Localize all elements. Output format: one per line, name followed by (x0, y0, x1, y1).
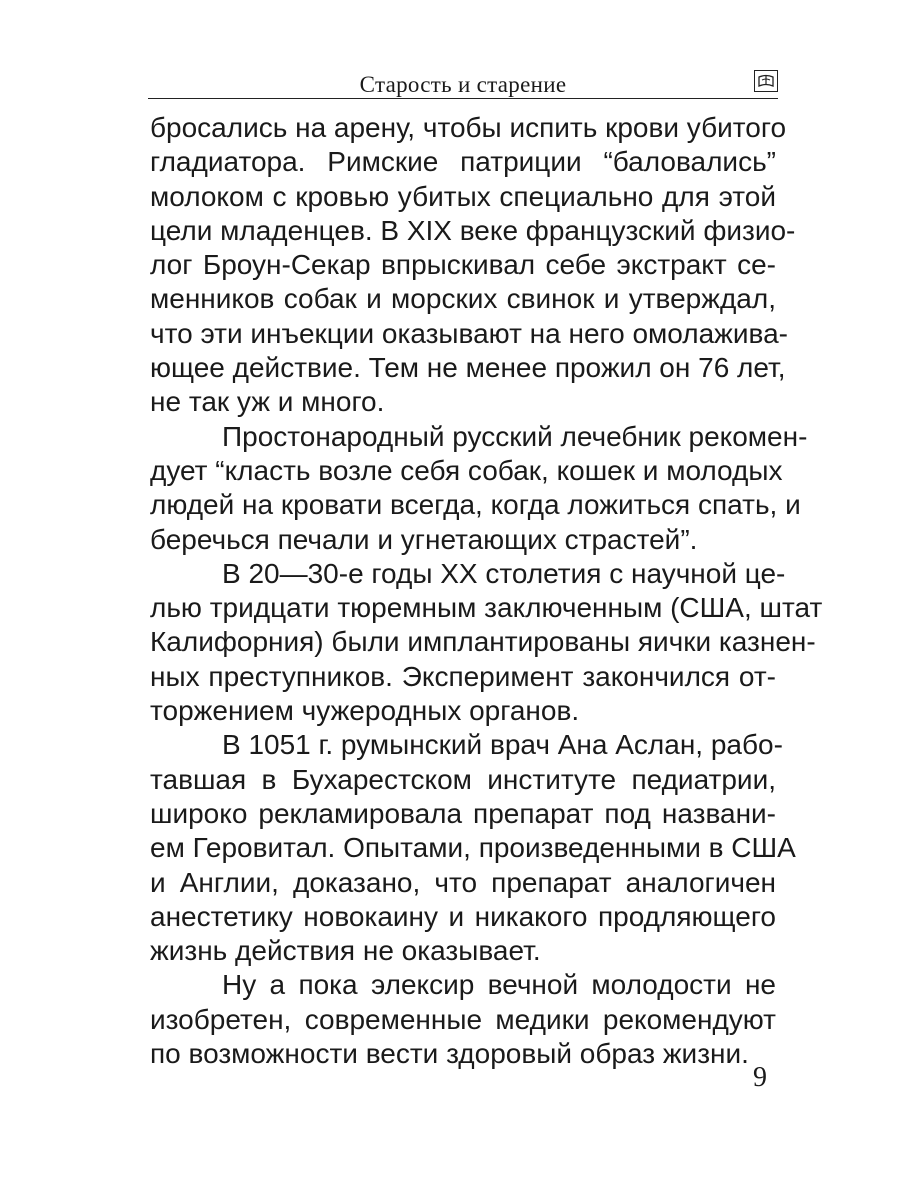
body-line: цели младенцев. В XIX веке французский физио- (150, 214, 796, 246)
body-line: ющее действие. Тем не менее прожил он 76 лет, (150, 352, 786, 384)
body-line: ных преступников. Эксперимент закончился от- (150, 660, 776, 692)
body-line: торжением чужеродных органов. (150, 695, 580, 727)
paragraph-start-line: Ну а пока элексир вечной молодости не (222, 969, 776, 1001)
body-line: тавшая в Бухарестском институте педиатрии, (150, 763, 776, 795)
paragraph-start-line: Простонародный русский лечебник рекомен- (222, 420, 808, 452)
body-line: бросались на арену, чтобы испить крови убитого (150, 112, 787, 143)
page-number: 9 (753, 1062, 767, 1093)
body-line: анестетику новокаину и никакого продляющего (150, 900, 776, 932)
book-emblem-icon-graphic (757, 73, 775, 89)
body-line: ем Геровитал. Опытами, произведенными в США (150, 832, 796, 864)
body-line: лью тридцати тюремным заключенным (США, штат (150, 592, 823, 624)
body-line: людей на кровати всегда, когда ложиться спать, и (150, 489, 801, 521)
body-line: дует “класть возле себя собак, кошек и молодых (150, 454, 783, 486)
body-line: широко рекламировала препарат под названи- (150, 797, 776, 829)
body-line: не так уж и много. (150, 386, 385, 418)
body-line: и Англии, доказано, что препарат аналогичен (150, 866, 776, 898)
body-line: жизнь действия не оказывает. (150, 935, 541, 967)
running-head (148, 70, 778, 99)
body-line: изобретен, современные медики рекомендуют (150, 1003, 776, 1035)
book-emblem-icon (754, 70, 778, 92)
body-line: молоком с кровью убитых специально для этой (150, 180, 776, 212)
running-title: Старость и старение (359, 72, 567, 97)
body-line: лог Броун-Секар впрыскивал себе экстракт се- (150, 249, 776, 281)
body-line: менников собак и морских свинок и утверждал, (150, 283, 776, 315)
body-line: беречься печали и угнетающих страстей”. (150, 523, 698, 555)
body-text (150, 111, 823, 1071)
body-line: гладиатора. Римские патриции “баловались” (150, 146, 776, 178)
paragraph-start-line: В 20—30-е годы XX столетия с научной це- (222, 557, 786, 589)
body-line: что эти инъекции оказывают на него омолажива- (150, 317, 788, 349)
paragraph-start-line: В 1051 г. румынский врач Ана Аслан, рабо- (222, 729, 783, 761)
body-line: Калифорния) были имплантированы яички казнен- (150, 626, 816, 658)
body-line: по возможности вести здоровый образ жизни. (150, 1038, 749, 1070)
